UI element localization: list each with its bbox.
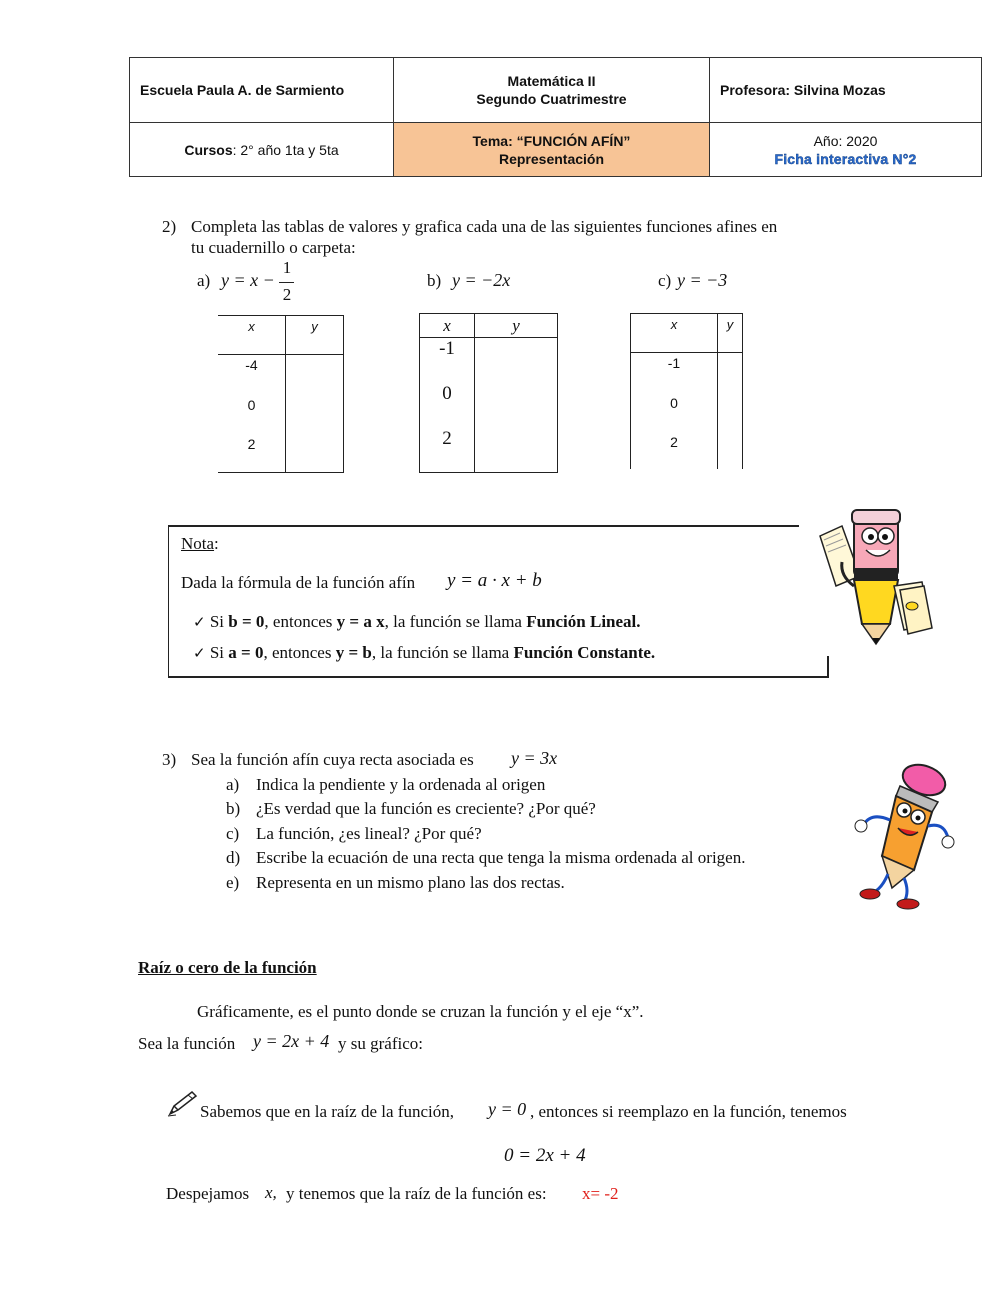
table-line xyxy=(343,315,344,473)
root-line3-post: , entonces si reemplazo en la función, tenemos xyxy=(530,1102,847,1121)
fraction-bar xyxy=(279,282,294,283)
text-fragment: , la función se llama xyxy=(371,643,514,662)
subject-cell xyxy=(394,58,710,123)
table-line xyxy=(419,472,558,473)
text-fragment: , entonces xyxy=(263,643,336,662)
year-cell xyxy=(710,123,982,177)
table-line xyxy=(630,352,743,353)
ex2-line2: tu cuadernillo o carpeta: xyxy=(191,238,356,257)
ex2-b-formula: y = −2x xyxy=(452,270,511,290)
courses-cell xyxy=(130,123,394,177)
root-answer: x= -2 xyxy=(582,1184,619,1203)
table-line xyxy=(285,315,286,473)
root-line3-formula: y = 0 xyxy=(488,1099,527,1119)
root-line2-pre: Sea la función xyxy=(138,1034,236,1053)
note-border-right xyxy=(827,656,829,678)
root-line3-pre: Sabemos que en la raíz de la función, xyxy=(200,1102,454,1121)
table-line xyxy=(218,354,344,355)
text-bold: Función Constante. xyxy=(513,643,656,662)
note-border-top xyxy=(168,525,799,527)
year-label: Año: 2020 xyxy=(813,132,878,149)
table-cell-x: 2 xyxy=(442,428,452,449)
ex2-line1: Completa las tablas de valores y grafica cada una de las siguientes funciones afines en xyxy=(191,217,778,236)
root-line4-var: x, xyxy=(265,1183,277,1202)
text-bold: y = a x xyxy=(336,612,385,631)
note-intro: Dada la fórmula de la función afín xyxy=(181,573,416,592)
table-cell-x: -4 xyxy=(245,357,258,373)
text-bold: Función Lineal. xyxy=(526,612,641,631)
table-header-y: y xyxy=(311,319,318,334)
pencil-icon xyxy=(166,1090,198,1118)
text-fragment: Si xyxy=(209,643,229,662)
table-cell-x: 2 xyxy=(247,436,256,452)
note-check-constante xyxy=(193,643,655,663)
note-border-left xyxy=(168,525,169,678)
ex3-item-label: e) xyxy=(226,873,240,892)
ex3-item-label: c) xyxy=(226,824,240,843)
note-title: Nota xyxy=(181,534,215,553)
table-header-y: y xyxy=(512,316,520,335)
ex2-c-formula: y = −3 xyxy=(677,270,728,290)
ex2-c-label: c) xyxy=(658,271,672,290)
table-header-y: y xyxy=(726,317,734,332)
table-cell-x: -1 xyxy=(667,355,681,371)
table-line xyxy=(630,313,743,314)
ex3-item-text: ¿Es verdad que la función es creciente? ¿Por qué? xyxy=(256,799,596,818)
ex3-item-text: La función, ¿es lineal? ¿Por qué? xyxy=(256,824,482,843)
note-colon: : xyxy=(214,534,219,553)
subject-line1: Matemática II xyxy=(507,73,596,89)
sheet-title: Ficha interactiva N°2 xyxy=(774,150,917,167)
table-line xyxy=(474,313,475,473)
root-line4-mid: y tenemos que la raíz de la función es: xyxy=(286,1184,547,1203)
table-cell-x: 2 xyxy=(670,434,678,450)
ex2-a-denominator: 2 xyxy=(282,285,292,304)
school-name: Escuela Paula A. de Sarmiento xyxy=(130,58,394,123)
table-cell-x: -1 xyxy=(439,338,455,359)
topic-cell xyxy=(394,123,710,177)
table-header-x: x xyxy=(248,319,255,334)
root-line4-pre: Despejamos xyxy=(166,1184,250,1203)
note-title-line xyxy=(181,534,219,554)
text-bold: b = 0 xyxy=(228,612,265,631)
checkmark-icon: ✓ xyxy=(193,613,206,631)
ex3-item-text: Escribe la ecuación de una recta que tenga la misma ordenada al origen. xyxy=(256,848,746,867)
ex3-number: 3) xyxy=(162,750,177,769)
note-border-bottom xyxy=(168,676,829,678)
table-line xyxy=(717,313,718,469)
note-check-lineal xyxy=(193,612,641,632)
table-line xyxy=(419,313,558,314)
ex2-a-formula: y = x − xyxy=(221,270,275,290)
table-cell-x: 0 xyxy=(247,397,256,413)
topic-line2: Representación xyxy=(498,150,605,167)
table-cell-x: 0 xyxy=(442,383,452,404)
ex3-item-label: d) xyxy=(226,848,241,867)
table-cell-x: 0 xyxy=(670,395,678,411)
text-fragment: , entonces xyxy=(264,612,337,631)
root-line2-post: y su gráfico: xyxy=(338,1034,423,1053)
ex2-number: 2) xyxy=(162,217,177,236)
topic-line1: Tema: “FUNCIÓN AFÍN” xyxy=(472,132,631,149)
ex2-a-label: a) xyxy=(197,271,211,290)
courses-value: : 2° año 1ta y 5ta xyxy=(232,141,339,158)
teacher-name: Profesora: Silvina Mozas xyxy=(710,58,982,123)
table-line xyxy=(218,315,344,316)
ex3-intro: Sea la función afín cuya recta asociada es xyxy=(191,750,474,769)
table-header-x: x xyxy=(443,316,451,335)
ex3-item-text: Indica la pendiente y la ordenada al origen xyxy=(256,775,546,794)
ex2-a-numerator: 1 xyxy=(282,258,292,277)
table-line xyxy=(557,313,558,473)
header-table xyxy=(129,57,982,177)
subject-line2: Segundo Cuatrimestre xyxy=(476,91,627,107)
checkmark-icon: ✓ xyxy=(193,644,206,662)
root-heading: Raíz o cero de la función xyxy=(138,958,317,977)
note-formula: y = a · x + b xyxy=(447,570,542,591)
text-bold: y = b xyxy=(335,643,372,662)
ex3-item-label: a) xyxy=(226,775,240,794)
root-equation: 0 = 2x + 4 xyxy=(504,1145,586,1166)
ex3-item-text: Representa en un mismo plano las dos rectas. xyxy=(256,873,565,892)
text-fragment: , la función se llama xyxy=(384,612,527,631)
table-line xyxy=(218,472,344,473)
table-header-x: x xyxy=(670,317,678,332)
pencil-character-papers-icon xyxy=(812,506,937,648)
pencil-character-dancing-icon xyxy=(852,762,958,912)
ex3-item-label: b) xyxy=(226,799,241,818)
table-line xyxy=(742,313,743,469)
ex3-formula: y = 3x xyxy=(511,748,558,768)
courses-label: Cursos xyxy=(184,141,233,158)
text-bold: a = 0 xyxy=(228,643,264,662)
ex2-b-label: b) xyxy=(427,271,442,290)
root-line2-formula: y = 2x + 4 xyxy=(253,1031,330,1051)
text-fragment: Si xyxy=(209,612,229,631)
root-line1: Gráficamente, es el punto donde se cruzan la función y el eje “x”. xyxy=(197,1002,644,1021)
